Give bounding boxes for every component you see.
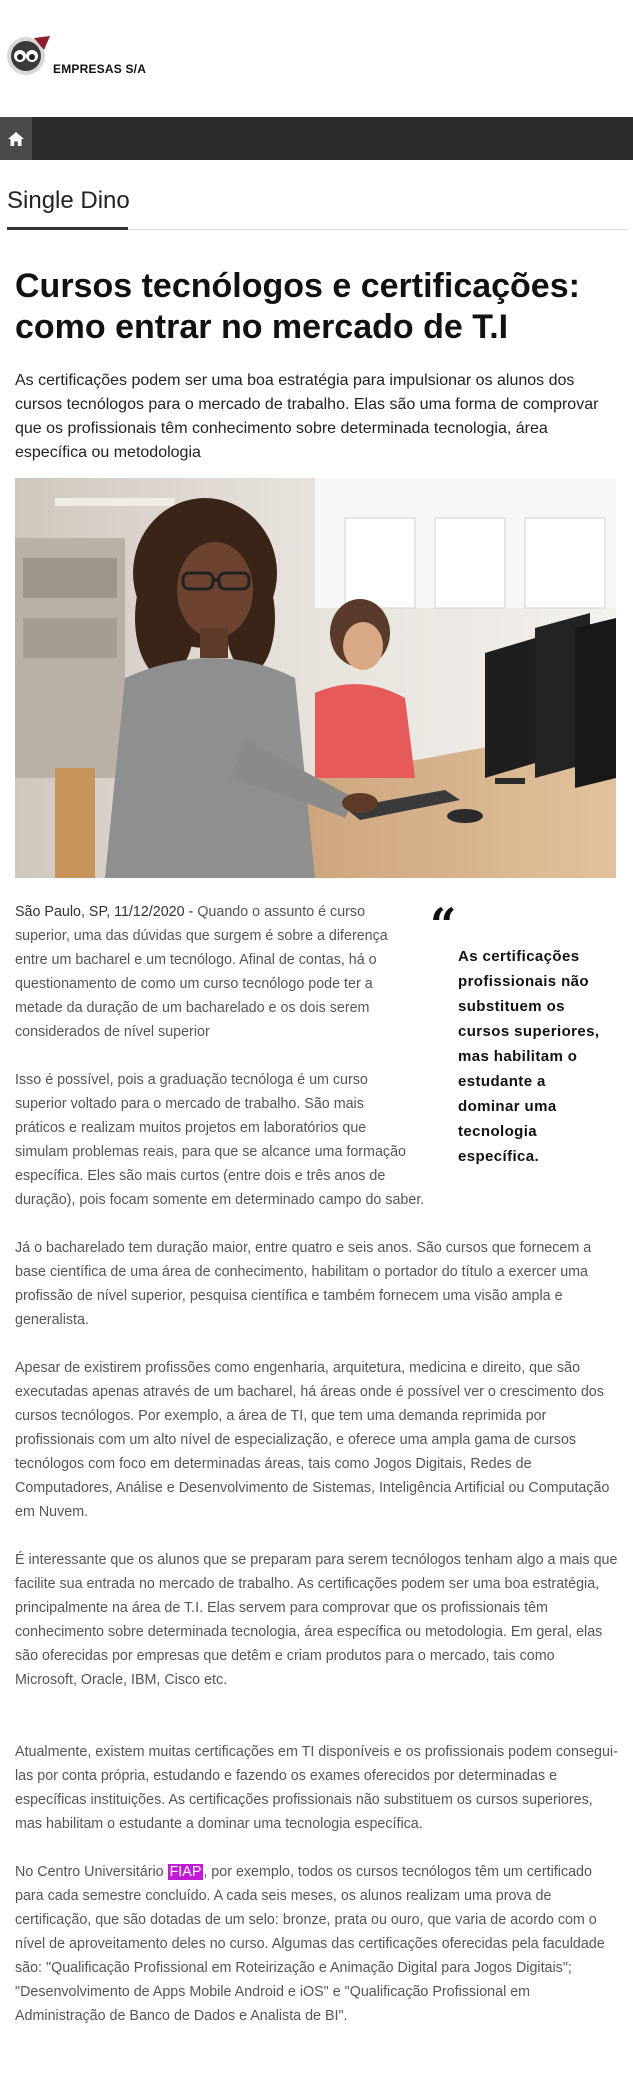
article-body [15,900,620,2052]
home-button[interactable] [0,117,32,160]
company-logo[interactable] [6,34,50,78]
article-paragraph-2: Isso é possível, pois a graduação tecnóloga é um curso superior voltado para o mercado de trabalho. São mais práticos e realizam muitos projetos em laboratórios que simulam problemas reais, para que se alcance uma formação específica. Eles são mais curtos (entre dois e três anos de duração), pois focam somente em determinado campo do saber. [15,1072,425,1208]
section-title-underline [7,227,128,230]
article-paragraph-6: Atualmente, existem muitas certificações em TI disponíveis e os profissionais podem consegui-las por conta própria, estudando e fazendo os exames oferecidos por determinadas e específicas instituições. As certificações profissionais não substituem os cursos superiores, mas habilitam o estudante a dominar uma tecnologia específica. [15,1744,618,1832]
article-lead: As certificações podem ser uma boa estratégia para impulsionar os alunos dos cursos tecnólogos para o mercado de trabalho. Elas são uma forma de comprovar que os profissionais têm conhecimento sobre determinada tecnologia, área específica ou metodologia [15,372,599,461]
fiap-link[interactable]: FIAP [169,1864,202,1880]
section-title: Single Dino [7,187,130,214]
paragraph-7-start: No Centro Universitário [15,1864,164,1880]
pull-quote-text: As certificações profissionais não substituem os cursos superiores, mas habilitam o estudante a dominar uma tecnologia específica. [458,948,600,1165]
pull-quote [430,898,612,1169]
article-paragraph-3: Já o bacharelado tem duração maior, entre quatro e seis anos. São cursos que fornecem a base científica de uma área de conhecimento, habilitam o portador do título a exercer uma profissão de nível superior, pesquisa científica e também fornecem uma visão ampla e generalista. [15,1240,592,1328]
main-navbar [0,117,633,160]
article-dateline: São Paulo, SP, 11/12/2020 - [15,904,194,920]
home-icon [8,132,24,146]
article-paragraph-5: É interessante que os alunos que se preparam para serem tecnólogos tenham algo a mais que facilite sua entrada no mercado de trabalho. As certificações podem ser uma boa estratégia, principalmente na área de T.I. Elas servem para comprovar que os profissionais têm conhecimento sobre determinada tecnologia, área específica ou metodologia. Em geral, elas são oferecidas por empresas que detêm e criam produtos para o mercado, tais como Microsoft, Oracle, IBM, Cisco etc. [15,1552,618,1688]
article-photo [15,478,616,878]
paragraph-7-end: , por exemplo, todos os cursos tecnólogos têm um certificado para cada semestre concluído. A cada seis meses, os alunos realizam uma prova de certificação, que são dotadas de um selo: bronze, prata ou ouro, que varia de acordo com o nível de aproveitamento deles no curso. Algumas das certificações oferecidas pela faculdade são: "Qualificação Profissional em Roteirização e Animação Digital para Jogos Digitais"; "Desenvolvimento de Apps Mobile Android e iOS" e "Qualificação Profissional em Administração de Banco de Dados e Analista de BI". [15,1864,605,2024]
site-header [0,0,633,117]
brand-name[interactable]: EMPRESAS S/A [53,62,147,76]
article-paragraph-4: Apesar de existirem profissões como engenharia, arquitetura, medicina e direito, que são executadas apenas através de um bacharel, há áreas onde é possível ver o crescimento dos cursos tecnólogos. Por exemplo, a área de TI, que tem uma demanda reprimida por profissionais com um alto nível de especialização, e oferece uma ampla gama de cursos tecnólogos com foco em determinadas áreas, tais como Jogos Digitais, Redes de Computadores, Análise e Desenvolvimento de Sistemas, Inteligência Artificial ou Computação em Nuvem. [15,1360,610,1520]
article-paragraph-7 [15,1860,620,2028]
quote-icon: “ [430,898,457,952]
article-title: Cursos tecnólogos e certificações: como entrar no mercado de T.I [15,267,580,346]
paragraph-1-text: Quando o assunto é curso superior, uma das dúvidas que surgem é sobre a diferença entre um bacharel e um tecnólogo. Afinal de contas, há o questionamento de como um curso tecnólogo pode ter a metade da duração de um bacharelado e os dois serem considerados de nível superior [15,904,388,1040]
